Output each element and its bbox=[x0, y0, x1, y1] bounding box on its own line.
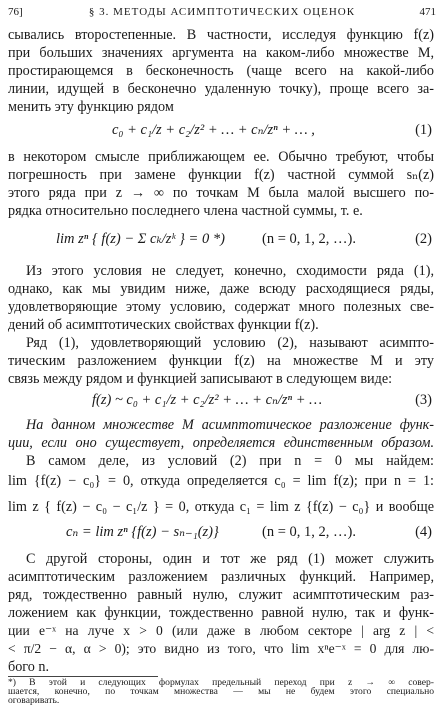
text-line: удовлетворяющие этому условию, содержат много полезных све- bbox=[8, 299, 434, 315]
text-line: В самом деле, из условий (2) при n = 0 мы найдем: bbox=[26, 453, 434, 469]
equation-body: cₙ = lim zⁿ {f(z) − sₙ₋₁(z)} bbox=[66, 524, 219, 540]
text-line: этого ряда при z → ∞ по точкам M была малой высшего по- bbox=[8, 185, 434, 201]
equation-4 bbox=[0, 520, 444, 546]
text-line: линии, идущей в бесконечно удаленную точку), проще всего за- bbox=[8, 81, 434, 97]
page-number-right: 471 bbox=[419, 6, 436, 18]
equation-2 bbox=[0, 222, 444, 258]
footnote-line: *) В этой и следующих формулах предельный переход при z → ∞ совер- bbox=[8, 677, 434, 688]
equation-condition: (n = 0, 1, 2, …). bbox=[262, 231, 356, 247]
text-line: асимптотическим разложением различных функций. Например, bbox=[8, 569, 434, 585]
equation-number: (3) bbox=[415, 392, 432, 408]
footnote-line: оговаривать. bbox=[8, 695, 60, 706]
text-line: ции e⁻ˣ на луче x > 0 (или даже в любом секторе | arg z | < bbox=[8, 623, 434, 638]
equation-3 bbox=[0, 388, 444, 414]
equation-number: (1) bbox=[415, 122, 432, 138]
page-number-left: 76] bbox=[8, 6, 23, 18]
text-line: дений об асимптотических свойствах функции f(z). bbox=[8, 317, 319, 333]
text-line: ряд, тождественно равный нулю, служит асимптотическим раз- bbox=[8, 587, 434, 603]
text-line: менить эту функцию рядом bbox=[8, 99, 174, 115]
text-line: рядка относительно последнего члена частной суммы, т. е. bbox=[8, 203, 363, 219]
text-line: ложением как функции, тождественно равной нулю, так и функ- bbox=[8, 605, 434, 621]
text-line: < π/2 − α, α > 0); это видно из того, что lim xⁿe⁻ˣ = 0 для лю- bbox=[8, 641, 434, 656]
equation-body: c₀ + c₁/z + c₂/z² + … + cₙ/zⁿ + … , bbox=[112, 122, 315, 138]
text-line: Ряд (1), удовлетворяющий условию (2), называют асимпто- bbox=[26, 335, 434, 351]
text-line: С другой стороны, один и тот же ряд (1) может служить bbox=[26, 551, 434, 567]
text-line: lim {f(z) − c₀} = 0, откуда определяется c₀ = lim f(z); при n = 1: bbox=[8, 473, 434, 489]
text-line: На данном множестве M асимптотическое разложение функ- bbox=[26, 417, 434, 433]
section-title: § 3. МЕТОДЫ АСИМПТОТИЧЕСКИХ ОЦЕНОК bbox=[88, 6, 356, 18]
running-header bbox=[8, 6, 436, 22]
text-line: тическим разложением функции f(z) на множестве M и эту bbox=[8, 353, 434, 369]
text-line: простирающемся в бесконечность (чаще всего на какой-либо bbox=[8, 63, 434, 79]
text-line: связь между рядом и функцией записывают в следующем виде: bbox=[8, 371, 393, 387]
text-line: бого n. bbox=[8, 659, 50, 675]
equation-body: f(z) ~ c₀ + c₁/z + c₂/z² + … + cₙ/zⁿ + … bbox=[92, 392, 323, 408]
equation-condition: (n = 0, 1, 2, …). bbox=[262, 524, 356, 540]
footnote-line: шается, конечно, по точкам множества — мы не будем этого специально bbox=[8, 686, 434, 697]
text-line: Из этого условия не следует, конечно, сходимости ряда (1), bbox=[26, 263, 434, 279]
text-line: ции, если оно существует, определяется единственным образом. bbox=[8, 435, 434, 451]
equation-number: (4) bbox=[415, 524, 432, 540]
text-line: при больших значениях аргумента на каком-либо множестве M, bbox=[8, 45, 434, 61]
text-line: однако, как мы увидим ниже, даже всюду расходящиеся ряды, bbox=[8, 281, 434, 297]
text-line: погрешность при замене функции f(z) частной суммой sₙ(z) bbox=[8, 167, 434, 183]
equation-1 bbox=[0, 116, 444, 146]
text-line: сывались второстепенные. В частности, исследуя функцию f(z) bbox=[8, 27, 434, 43]
equation-body: lim zⁿ { f(z) − Σ cₖ/zᵏ } = 0 *) bbox=[56, 231, 225, 247]
text-line: lim z { f(z) − c₀ − c₁/z } = 0, откуда c₁ = lim z {f(z) − c₀} и вообще bbox=[8, 499, 434, 515]
equation-number: (2) bbox=[415, 231, 432, 247]
text-line: в некотором смысле приближающем ее. Обычно требуют, чтобы bbox=[8, 149, 434, 165]
